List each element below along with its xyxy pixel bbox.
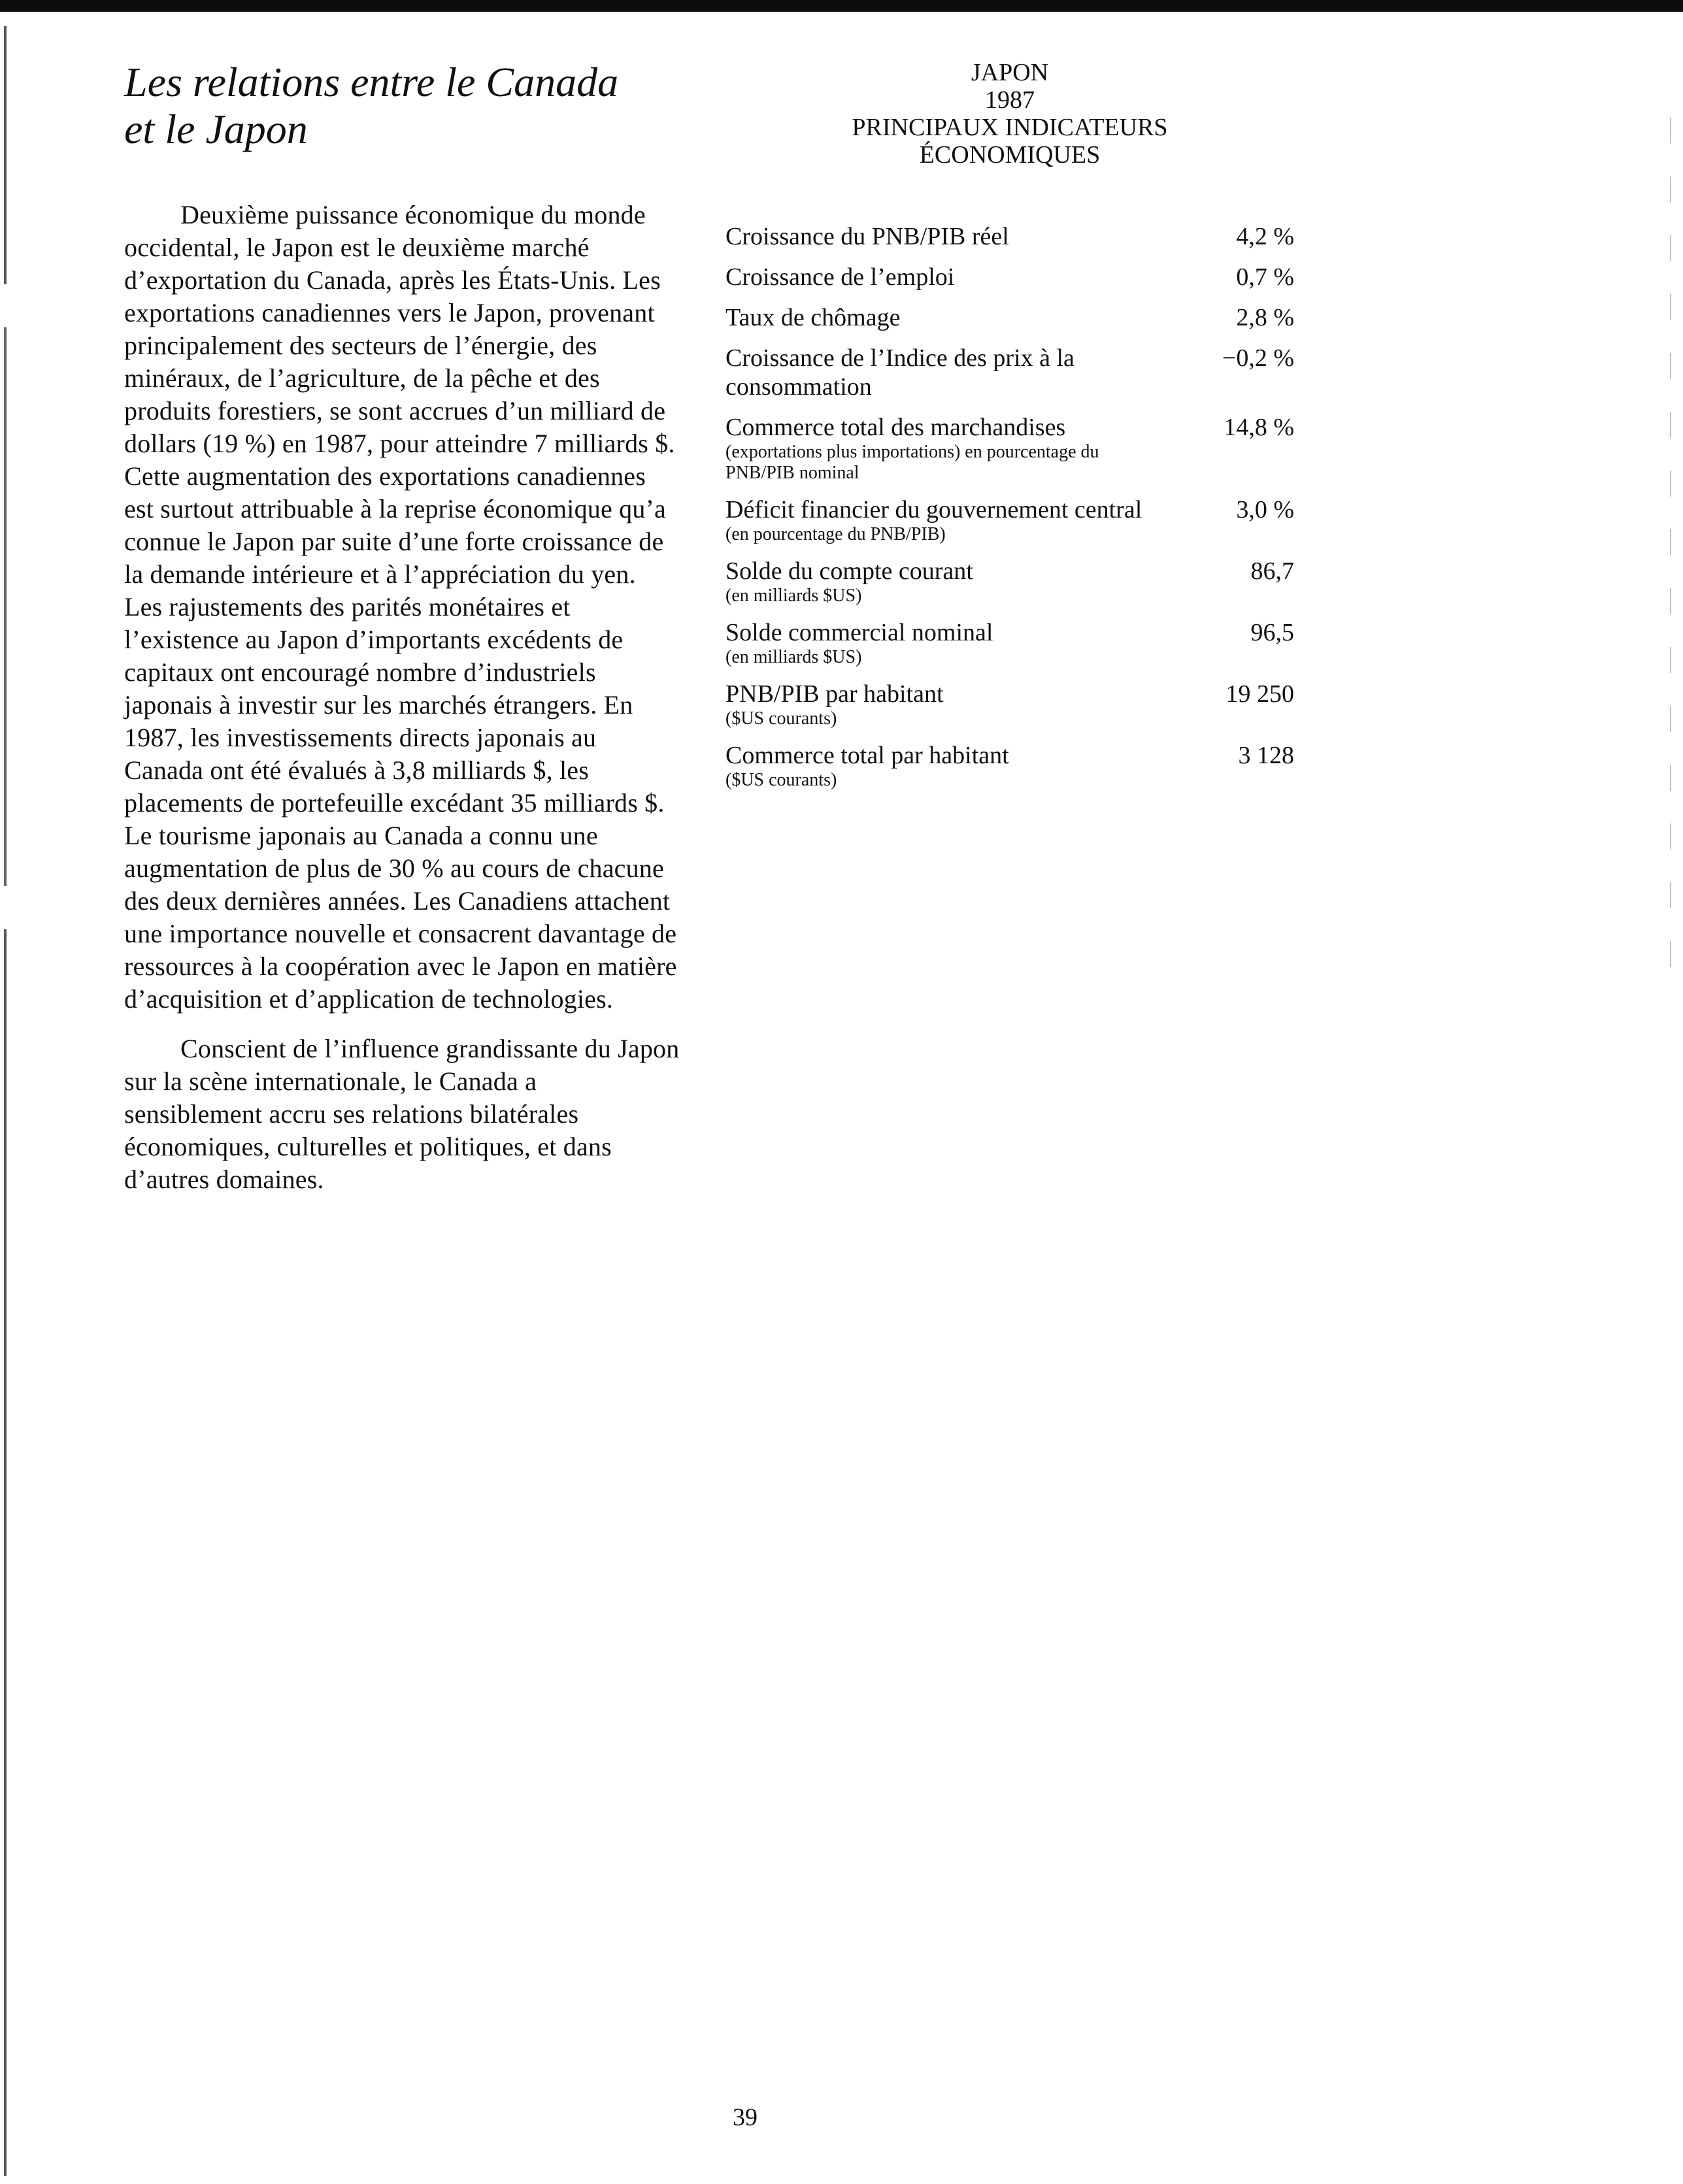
scan-edge-left [4,26,7,2176]
indicators-heading [725,59,1294,169]
indicator-value: 14,8 % [1224,414,1294,441]
indicator-row [725,680,1294,729]
indicator-value: −0,2 % [1222,344,1294,372]
indicator-label: Croissance de l’Indice des prix à la consommation [725,344,1075,401]
indicator-row [725,222,1294,251]
indicator-value: 2,8 % [1236,304,1294,331]
indicators-panel [725,59,1294,802]
indicator-value: 0,7 % [1236,263,1294,291]
indicator-label: Taux de chômage [725,304,901,331]
article-title-line2: et le Japon [124,106,308,152]
scan-edge-right [1670,118,1671,967]
indicator-row [725,618,1294,668]
top-rule [0,0,1683,12]
indicators-heading-subtitle: ÉCONOMIQUES [919,141,1101,169]
indicator-note: (en pourcentage du PNB/PIB) [725,524,946,544]
indicator-row [725,557,1294,606]
article-paragraph-1: Deuxième puissance économique du monde occidental, le Japon est le deuxième marché d’exportation du Canada, après les États-Unis. Les exportations canadiennes vers le Japon, provenant principalement des secteurs de l’énergie, des minéraux, de l’agriculture, de la pêche et des produits forestiers, se sont accrues d’un milliard de dollars (19 %) en 1987, pour atteindre 7 milliards $. Cette augmentation des exportations canadiennes est surtout attribuable à la reprise économique qu’a connue le Japon par suite d’une forte croissance de la demande intérieure et à l’appréciation du yen. Les rajustements des parités monétaires et l’existence au Japon d’importants excédents de capitaux ont encouragé nombre d’industriels japonais à investir sur les marchés étrangers. En 1987, les investissements directs japonais au Canada ont été évalués à 3,8 milliards $, les placements de portefeuille excédant 35 milliards $. Le tourisme japonais au Canada a connu une augmentation de plus de 30 % au cours de chacune des deux dernières années. Les Canadiens attachent une importance nouvelle et consacrent davantage de ressources à la coopération avec le Japon en matière d’acquisition et d’application de technologies. [124,200,677,1014]
indicator-note: ($US courants) [725,770,837,790]
indicator-row [725,303,1294,332]
page-number: 39 [733,2104,758,2131]
article-paragraph-2: Conscient de l’influence grandissante du Japon sur la scène internationale, le Canada a sensiblement accru ses relations bilatérales économiques, culturelles et politiques, et dans d’autres domaines. [124,1034,680,1194]
indicator-label: Solde commercial nominal [725,619,993,646]
indicator-label: Croissance de l’emploi [725,263,955,291]
indicator-value: 3 128 [1238,742,1294,769]
indicator-row [725,495,1294,545]
indicator-row [725,263,1294,291]
article-column [124,59,680,1213]
article-title-line1: Les relations entre le Canada [124,59,619,105]
indicator-value: 19 250 [1225,680,1294,708]
indicator-value: 96,5 [1250,619,1294,646]
indicators-heading-country: JAPON [971,59,1049,86]
indicator-label: Déficit financier du gouvernement central [725,496,1142,523]
indicator-value: 4,2 % [1236,223,1294,250]
indicator-value: 3,0 % [1236,496,1294,523]
indicators-heading-title: PRINCIPAUX INDICATEURS [852,114,1168,141]
indicator-note: (en milliards $US) [725,647,862,667]
indicator-row [725,741,1294,791]
indicator-note: (en milliards $US) [725,586,862,606]
indicator-label: Commerce total des marchandises [725,414,1066,441]
indicator-note: (exportations plus importations) en pourcentage du PNB/PIB nominal [725,442,1099,483]
indicator-row [725,413,1294,484]
indicator-note: ($US courants) [725,708,837,729]
indicator-value: 86,7 [1250,557,1294,585]
article-title [124,59,680,153]
indicator-row [725,344,1294,401]
indicator-label: PNB/PIB par habitant [725,680,944,708]
indicators-heading-year: 1987 [985,86,1035,114]
indicator-label: Solde du compte courant [725,557,973,585]
indicator-label: Croissance du PNB/PIB réel [725,223,1009,250]
indicator-label: Commerce total par habitant [725,742,1009,769]
